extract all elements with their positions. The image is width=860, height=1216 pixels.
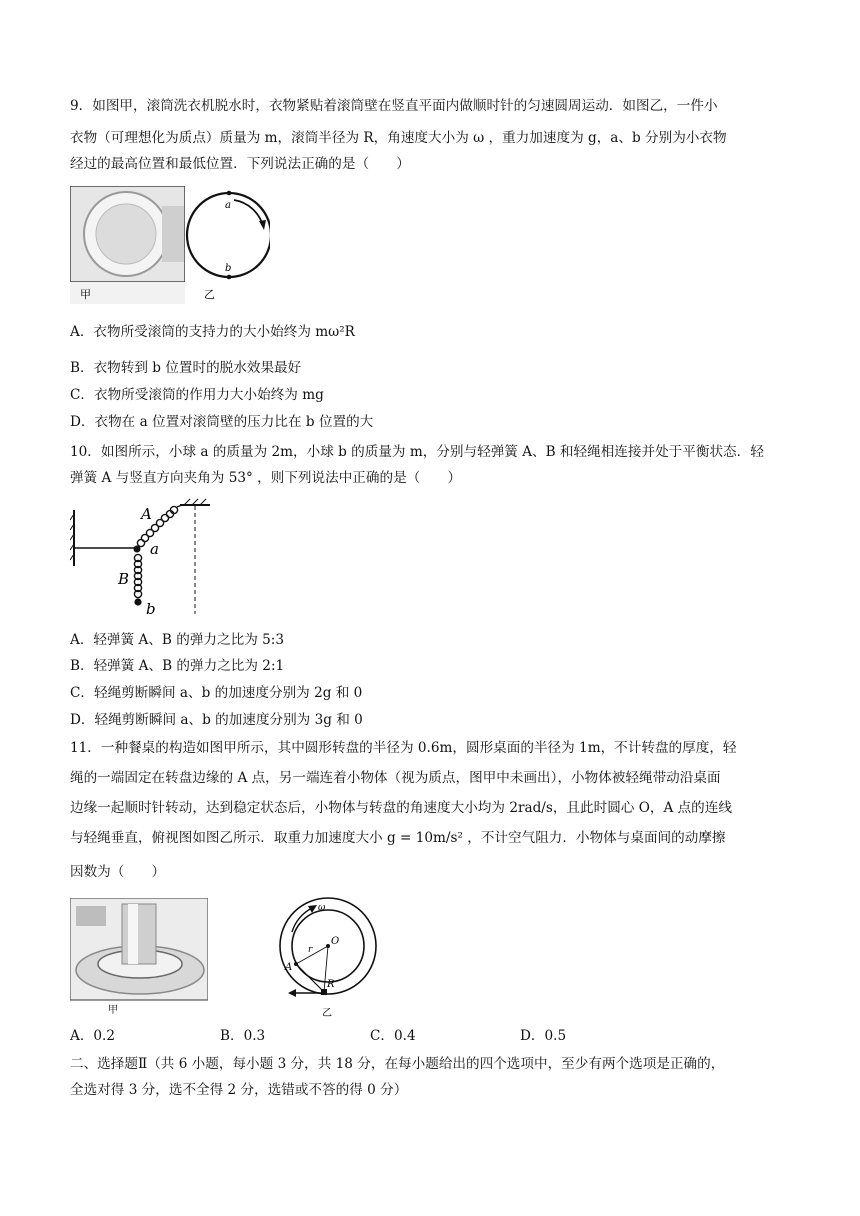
q10-option-b: B．轻弹簧 A、B 的弹力之比为 2:1 [70,658,285,674]
q11-option-a: A．0.2 [70,1028,116,1044]
q11-fig-jia-label: 甲 [108,1005,118,1016]
q11-stem-line-3: 边缘一起顺时针转动，达到稳定状态后，小物体与转盘的角速度大小均为 2rad/s，且此时圆心 O，A 点的连线 [70,800,732,816]
q11-figure-jia-photo [70,898,208,1018]
q11-stem-line-5: 因数为（ ） [70,864,166,880]
q9-figure-jia-photo [70,186,185,304]
q9-point-a-label: a [225,200,231,211]
q11-stem-line-2: 绳的一端固定在转盘边缘的 A 点，另一端连着小物体（视为质点，图甲中未画出），小物体被轻绳带动沿桌面 [70,770,721,786]
q11-stem-line-4: 与轻绳垂直，俯视图如图乙所示．取重力加速度大小 g = 10m/s² ，不计空气阻力．小物体与桌面间的动摩擦 [70,830,726,846]
q9-fig-jia-label: 甲 [80,288,91,301]
q10-spring-A-label: A [141,505,152,523]
q10-ball-a-label: a [150,540,159,558]
q11-point-A-label: A [285,962,293,973]
q11-option-c: C．0.4 [370,1028,416,1044]
q10-stem-line-2: 弹簧 A 与竖直方向夹角为 53° ，则下列说法中正确的是（ ） [70,470,462,486]
q10-option-a: A．轻弹簧 A、B 的弹力之比为 5:3 [70,632,284,648]
q9-stem-line-3: 经过的最高位置和最低位置．下列说法正确的是（ ） [70,156,410,172]
section2-heading-line-1: 二、选择题Ⅱ（共 6 小题，每小题 3 分，共 18 分，在每小题给出的四个选项中，至少有两个选项是正确的， [70,1056,725,1072]
q11-point-O-label: O [331,936,340,947]
q11-stem-line-1: 11．一种餐桌的构造如图甲所示，其中圆形转盘的半径为 0.6m，圆形桌面的半径为 1m，不计转盘的厚度，轻 [70,740,737,756]
q11-figure-yi-diagram [272,896,382,1020]
q9-point-b-label: b [225,263,232,274]
q11-radius-r-label: r [308,945,313,955]
q10-option-c: C．轻绳剪断瞬间 a、b 的加速度分别为 2g 和 0 [70,685,363,701]
q9-option-a: A．衣物所受滚筒的支持力的大小始终为 mω²R [70,324,355,340]
q9-option-d: D．衣物在 a 位置对滚筒壁的压力比在 b 位置的大 [70,414,374,430]
q9-figure-yi-diagram [180,186,270,304]
q10-stem-line-1: 10．如图所示，小球 a 的质量为 2m，小球 b 的质量为 m，分别与轻弹簧 A、B 和轻绳相连接并处于平衡状态．轻 [70,444,764,460]
q11-radius-R-label: R [327,979,335,990]
q10-figure-springs [70,496,220,618]
q11-options-row [70,1026,790,1046]
q9-fig-yi-label: 乙 [204,288,215,301]
section2-heading-line-2: 全选对得 3 分，选不全得 2 分，选错或不答的得 0 分） [70,1082,408,1098]
q10-option-d: D．轻绳剪断瞬间 a、b 的加速度分别为 3g 和 0 [70,712,363,728]
q10-ball-b-label: b [146,600,156,618]
q9-stem-line-1: 9．如图甲，滚筒洗衣机脱水时，衣物紧贴着滚筒壁在竖直平面内做顺时针的匀速圆周运动．如图乙，一件小 [70,98,718,114]
q9-option-b: B．衣物转到 b 位置时的脱水效果最好 [70,360,302,376]
q11-option-d: D．0.5 [520,1028,567,1044]
q11-fig-yi-label: 乙 [322,1008,332,1019]
q11-omega-label: ω [318,903,326,913]
q10-spring-B-label: B [118,570,130,588]
q9-stem-line-2: 衣物（可理想化为质点）质量为 m，滚筒半径为 R，角速度大小为 ω ，重力加速度为 g，a、b 分别为小衣物 [70,130,727,146]
q9-option-c: C．衣物所受滚筒的作用力大小始终为 mg [70,387,324,403]
q11-option-b: B．0.3 [220,1028,266,1044]
